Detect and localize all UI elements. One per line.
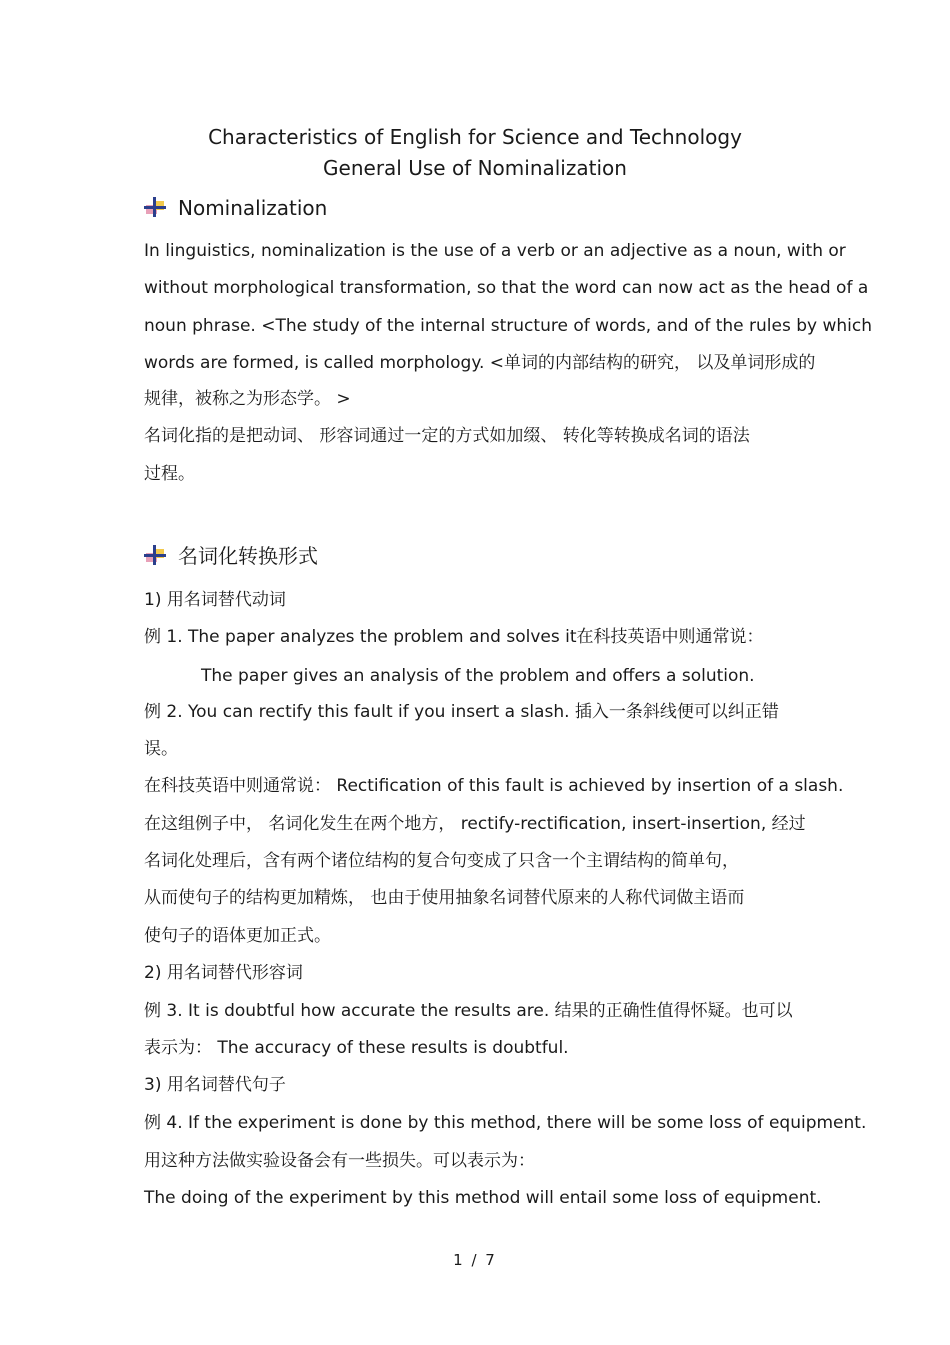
example-line: 例 3. It is doubtful how accurate the results are. 结果的正确性值得怀疑。也可以 xyxy=(144,1001,793,1021)
example-line: The doing of the experiment by this method will entail some loss of equipment. xyxy=(144,1188,822,1208)
list-item-heading: 3) 用名词替代句子 xyxy=(144,1075,286,1095)
section-heading-label: 名词化转换形式 xyxy=(178,544,318,568)
example-line: The paper gives an analysis of the problem and offers a solution. xyxy=(201,666,755,686)
paragraph-line: 规律，被称之为形态学。 > xyxy=(144,389,351,409)
paragraph-line: 名词化处理后，含有两个诸位结构的复合句变成了只含一个主谓结构的简单句， xyxy=(144,851,739,871)
document-title: Characteristics of English for Science and Technology xyxy=(208,125,742,149)
section-heading-label: Nominalization xyxy=(178,196,328,220)
paragraph-line: 在科技英语中则通常说： Rectification of this fault is achieved by insertion of a slash. xyxy=(144,776,844,796)
paragraph-line: without morphological transformation, so that the word can now act as the head of a xyxy=(144,278,869,298)
paragraph-line: words are formed, is called morphology. <单词的内部结构的研究， 以及单词形成的 xyxy=(144,353,816,373)
page-number: 1 / 7 xyxy=(453,1251,497,1269)
paragraph-line: 名词化指的是把动词、 形容词通过一定的方式如加缀、 转化等转换成名词的语法 xyxy=(144,426,750,446)
document-subtitle: General Use of Nominalization xyxy=(323,156,627,180)
paragraph-line: 从而使句子的结构更加精炼， 也由于使用抽象名词替代原来的人称代词做主语而 xyxy=(144,888,745,908)
example-line: 例 4. If the experiment is done by this method, there will be some loss of equipment. xyxy=(144,1113,867,1133)
section-heading-forms xyxy=(144,543,318,569)
example-line: 表示为： The accuracy of these results is doubtful. xyxy=(144,1038,569,1058)
paragraph-line: noun phrase. <The study of the internal structure of words, and of the rules by which xyxy=(144,316,873,336)
paragraph-line: 使句子的语体更加正式。 xyxy=(144,926,331,946)
bullet-icon xyxy=(144,545,166,565)
example-line: 例 1. The paper analyzes the problem and solves it在科技英语中则通常说： xyxy=(144,627,764,647)
example-line: 误。 xyxy=(144,739,178,759)
example-line: 例 2. You can rectify this fault if you insert a slash. 插入一条斜线便可以纠正错 xyxy=(144,702,779,722)
bullet-icon xyxy=(144,197,166,217)
paragraph-line: In linguistics, nominalization is the use of a verb or an adjective as a noun, with or xyxy=(144,241,846,261)
list-item-heading: 2) 用名词替代形容词 xyxy=(144,963,303,983)
paragraph-line: 在这组例子中， 名词化发生在两个地方， rectify-rectification, insert-insertion, 经过 xyxy=(144,814,806,834)
example-line: 用这种方法做实验设备会有一些损失。可以表示为： xyxy=(144,1151,535,1171)
list-item-heading: 1) 用名词替代动词 xyxy=(144,590,286,610)
paragraph-line: 过程。 xyxy=(144,464,195,484)
section-heading-nominalization xyxy=(144,195,327,221)
